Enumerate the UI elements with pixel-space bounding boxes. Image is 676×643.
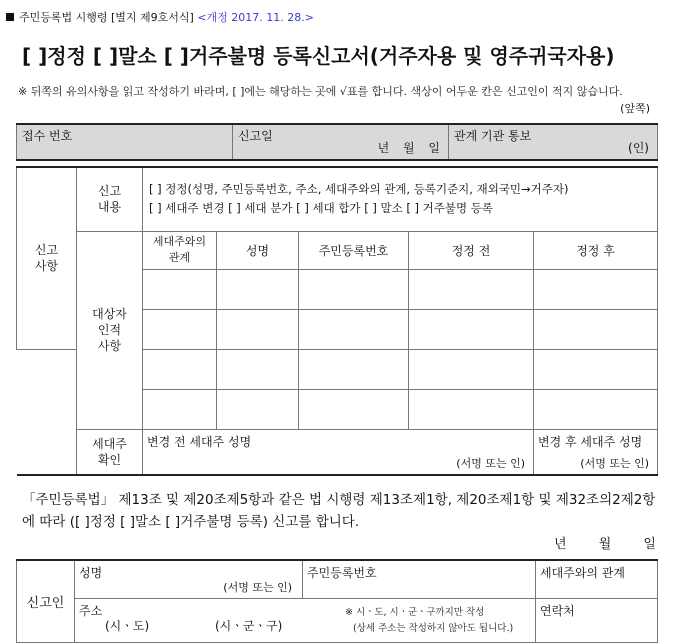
row4-name-field[interactable] (217, 389, 299, 429)
row2-after-field[interactable] (534, 309, 658, 349)
office-use-table (16, 123, 658, 161)
report-date-label: 신고일 (238, 129, 273, 143)
reporter-table (16, 559, 658, 643)
before-householder-field[interactable] (143, 429, 534, 475)
address-province: (시ㆍ도) (105, 618, 150, 633)
revision-date: <개정 2017. 11. 28.> (197, 11, 314, 24)
after-householder-field[interactable] (534, 429, 658, 475)
statement-date: 년 월 일 (554, 537, 656, 552)
square-bullet-icon (6, 13, 14, 21)
before-householder-label: 변경 전 세대주 성명 (147, 434, 252, 449)
row1-after-field[interactable] (534, 269, 658, 309)
reporter-label: 신고인 (17, 560, 75, 642)
row3-after-field[interactable] (534, 349, 658, 389)
row3-before-field[interactable] (409, 349, 534, 389)
householder-confirm-label: 세대주 확인 (77, 429, 143, 475)
column-before: 정정 전 (409, 231, 534, 269)
target-person-label: 대상자 인적 사항 (77, 231, 143, 429)
reporter-relation-field[interactable] (536, 560, 658, 598)
after-householder-label: 변경 후 세대주 성명 (538, 434, 643, 449)
seal-mark: (인) (628, 141, 649, 155)
agency-notice-label: 관계 기관 통보 (454, 129, 532, 143)
address-note-2: (상세 주소는 작성하지 않아도 됩니다.) (353, 622, 514, 634)
report-content-label: 신고 내용 (77, 167, 143, 231)
row4-relation-field[interactable] (143, 389, 217, 429)
reporter-relation-label: 세대주와의 관계 (540, 566, 625, 580)
form-title: [ ]정정 [ ]말소 [ ]거주불명 등록신고서(거주자용 및 영주귀국자용) (22, 44, 615, 68)
row1-before-field[interactable] (409, 269, 534, 309)
reporter-id-field[interactable] (303, 560, 536, 598)
row1-id-field[interactable] (299, 269, 409, 309)
receipt-number-label: 접수 번호 (22, 129, 73, 143)
report-date-cell[interactable] (233, 124, 449, 160)
row3-id-field[interactable] (299, 349, 409, 389)
reporter-name-field[interactable] (75, 560, 303, 598)
column-resident-number: 주민등록번호 (299, 231, 409, 269)
row2-id-field[interactable] (299, 309, 409, 349)
content-option-correction[interactable]: [ ] 정정(성명, 주민등록번호, 주소, 세대주와의 관계, 등록기준지, 재외국민→거주자) (149, 182, 569, 196)
address-city: (시ㆍ군ㆍ구) (215, 618, 283, 633)
reporter-sign: (서명 또는 인) (223, 580, 292, 594)
content-option-household[interactable]: [ ] 세대주 변경 [ ] 세대 분가 [ ] 세대 합가 [ ] 말소 [ ] 거주불명 등록 (149, 201, 493, 215)
reporter-id-label: 주민등록번호 (307, 566, 377, 580)
row3-relation-field[interactable] (143, 349, 217, 389)
report-items-table (16, 166, 658, 476)
column-name: 성명 (217, 231, 299, 269)
row1-relation-field[interactable] (143, 269, 217, 309)
report-date-units: 년 월 일 (377, 141, 440, 155)
legal-statement: 「주민등록법」 제13조 및 제20조제5항과 같은 법 시행령 제13조제1항, 제20조제1항 및 제32조의2제2항에 따라 ([ ]정정 [ ]말소 [ ]거주불명 등록) 신고를 합니다. (22, 492, 656, 530)
reporter-address-label: 주소 (79, 603, 103, 618)
instruction-notice: ※ 뒤쪽의 유의사항을 읽고 작성하기 바라며, [ ]에는 해당하는 곳에 √표를 합니다. 색상이 어두운 칸은 신고인이 적지 않습니다. (18, 85, 623, 98)
receipt-number-cell[interactable] (17, 124, 233, 160)
law-reference: 주민등록법 시행령 [별지 제9호서식] (19, 11, 194, 24)
row4-before-field[interactable] (409, 389, 534, 429)
agency-notice-cell[interactable] (449, 124, 658, 160)
row1-name-field[interactable] (217, 269, 299, 309)
row2-before-field[interactable] (409, 309, 534, 349)
report-content-options[interactable] (143, 167, 658, 231)
reporter-name-label: 성명 (79, 566, 103, 580)
row4-after-field[interactable] (534, 389, 658, 429)
address-note-1: ※ 시ㆍ도, 시ㆍ군ㆍ구까지만 작성 (345, 606, 485, 618)
before-householder-sign: (서명 또는 인) (456, 457, 525, 470)
page-side-label: (앞쪽) (620, 102, 650, 115)
column-after: 정정 후 (534, 231, 658, 269)
row2-relation-field[interactable] (143, 309, 217, 349)
row2-name-field[interactable] (217, 309, 299, 349)
reporter-address-field[interactable] (75, 598, 536, 642)
after-householder-sign: (서명 또는 인) (580, 457, 649, 470)
report-section-label: 신고 사항 (17, 167, 77, 349)
row4-id-field[interactable] (299, 389, 409, 429)
row3-name-field[interactable] (217, 349, 299, 389)
column-relation: 세대주와의 관계 (143, 231, 217, 269)
reporter-contact-field[interactable] (536, 598, 658, 642)
form-header (6, 9, 314, 25)
reporter-contact-label: 연락처 (540, 603, 575, 618)
